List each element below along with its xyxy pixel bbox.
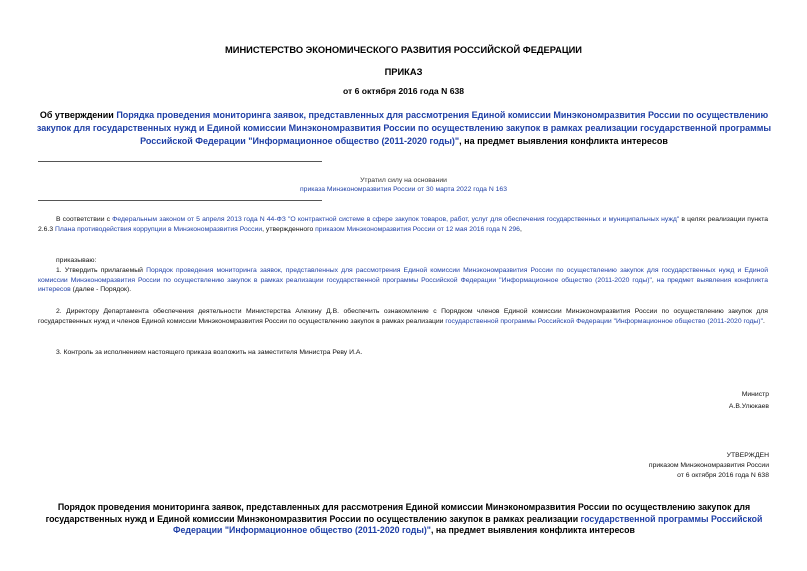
order-296-link[interactable]: приказом Минэкономразвития России от 12 мая 2016 года N 296 — [315, 225, 520, 233]
procedure-title-link[interactable]: государственной программы Российской Федерации "Информационное общество (2011-2020 годы)" — [173, 513, 763, 535]
item-2-paragraph — [38, 307, 768, 326]
divider-bottom — [38, 200, 322, 201]
document-title — [30, 109, 778, 148]
item-1-text-2: (далее - Порядок). — [70, 286, 132, 293]
ministry-heading: МИНИСТЕРСТВО ЭКОНОМИЧЕСКОГО РАЗВИТИЯ РОССИЙСКОЙ ФЕДЕРАЦИИ — [225, 45, 582, 55]
procedure-link[interactable]: Порядок проведения мониторинга заявок, представленных для рассмотрения Единой комиссии Минэкономразвития России по осуществлению закупок для государственных нужд и Единой комиссии Минэкономразвития России по осуществлению закупок в рамках реализации государственной программы Российской Федерации "Информационное общество (2011-2020 годы)", на предмет выявления конфликта интересов — [38, 267, 768, 293]
state-program-link[interactable]: государственной программы Российской Федерации "Информационное общество (2011-2020 годы)" — [445, 317, 763, 325]
signer-role: Министр — [741, 391, 769, 398]
void-notice-text: Утратил силу на основании — [360, 177, 447, 184]
void-notice-line — [0, 186, 807, 193]
order-word: приказываю: — [56, 257, 97, 264]
item-1-paragraph — [38, 266, 768, 295]
anticorruption-plan-link[interactable]: Плана противодействия коррупции в Минэкономразвития России — [55, 225, 263, 233]
item-2-text-1: 2. Директору Департамента обеспечения деятельности Министерства Алехину Д.В. обеспечить ознакомление с Порядком членов Единой комиссии Минэкономразвития России по осуществлению закупок для государственных нужд и членов Единой комиссии Минэкономразвития России по осуществлению закупок в рамках реализации — [38, 308, 768, 325]
void-notice-link[interactable]: приказа Минэкономразвития России от 30 марта 2022 года N 163 — [300, 186, 507, 193]
signature-block — [729, 389, 769, 413]
doc-date-number: от 6 октября 2016 года N 638 — [342, 86, 465, 96]
title-link[interactable]: Порядка проведения мониторинга заявок, представленных для рассмотрения Единой комиссии Минэкономразвития России по осуществлению закупок для государственных нужд и Единой комиссии Минэкономразвития России по осуществлению закупок в рамках реализации государственной программы Российской Федерации "Информационное общество (2011-2020 годы)" — [36, 110, 772, 146]
item-1-text-1: 1. Утвердить прилагаемый — [56, 267, 147, 274]
preamble-text-4: , — [519, 225, 522, 233]
doc-type-heading: ПРИКАЗ — [384, 67, 423, 77]
approval-line-3: от 6 октября 2016 года N 638 — [677, 472, 769, 479]
procedure-title — [38, 502, 770, 537]
item-3-paragraph: 3. Контроль за исполнением настоящего приказа возложить на заместителя Министра Реву И.А. — [56, 349, 363, 356]
signer-name: А.В.Улюкаев — [728, 403, 769, 410]
approval-line-2: приказом Минэкономразвития России — [648, 462, 769, 469]
preamble-text-3: , утвержденного — [262, 225, 316, 233]
federal-law-link[interactable]: Федеральным законом от 5 апреля 2013 года N 44-ФЗ "О контрактной системе в сфере закупок товаров, работ, услуг для обеспечения государственных и муниципальных нужд" — [112, 216, 680, 223]
approval-block — [649, 451, 769, 481]
title-suffix: , на предмет выявления конфликта интересов — [459, 136, 668, 146]
procedure-title-text-2: , на предмет выявления конфликта интересов — [430, 525, 635, 535]
divider-top — [38, 161, 322, 162]
preamble-text-2: в целях реализации пункта 2.6.3 — [38, 216, 769, 233]
preamble-text-1: В соответствии с — [56, 216, 113, 223]
title-prefix: Об утверждении — [39, 110, 117, 120]
approval-line-1: УТВЕРЖДЕН — [726, 452, 769, 459]
procedure-title-text-1: Порядок проведения мониторинга заявок, представленных для рассмотрения Единой комиссии Минэкономразвития России по осуществлению закупок для государственных нужд и Единой комиссии Минэкономразвития России по осуществлению закупок в рамках реализации — [45, 502, 751, 524]
preamble-paragraph — [38, 215, 768, 234]
item-2-text-2: . — [762, 317, 765, 325]
